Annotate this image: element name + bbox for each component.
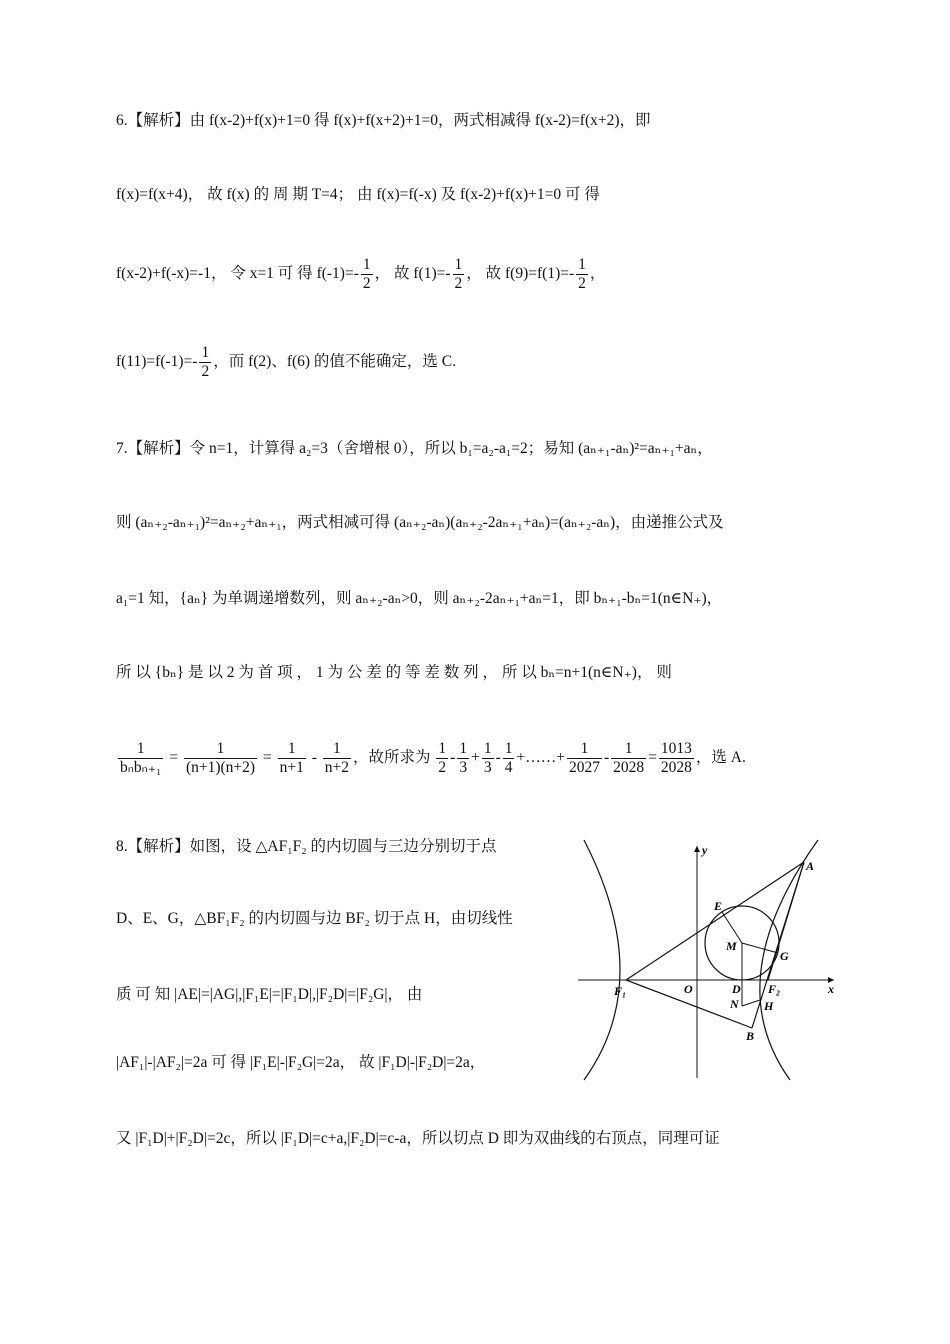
equals: = [169,749,179,767]
fraction: $\frac{1}{3}$ [459,740,468,776]
p6-l3-b: f(-1)=- [316,265,359,283]
hyperbola-left-branch [584,840,620,1080]
hyperbola-right-branch [760,840,818,1080]
label-y: y [702,843,708,857]
p6-l3-end: ， [589,265,606,283]
p6-l3-a: f(x-2)+f(-x)=-1， 令 x=1 可 得 [116,265,313,283]
hyperbola-figure [576,838,838,1082]
ellipsis: +……+ [516,749,565,767]
p6-line-4 [116,344,834,381]
p8-line-5: 又 |F₁D|+|F₂D|=2c，所以 |F₁D|=c+a,|F₂D|=c-a，所以切点 D 即为双曲线的右顶点，同理可证 [116,1130,720,1147]
p6-l3-c: ， 故 f(1)=- [374,265,451,283]
label-o: O [684,982,693,996]
label-n: N [730,997,739,1011]
p7-line-5 [116,740,834,777]
p6-l3-d: ， 故 f(9)=f(1)=- [466,265,575,283]
label-m: M [726,939,737,953]
fraction-half: $\frac{1}{2}$ [454,256,463,292]
fraction: $\frac{1}{3}$ [483,740,492,776]
label-f2: F₂ [768,982,781,996]
fraction-half: $\frac{1}{2}$ [201,344,210,380]
p6-line-1: 6.【解析】由 f(x-2)+f(x)+1=0 得 f(x)+f(x+2)+1=0，两式相减得 f(x-2)=f(x+2)，即 [116,112,651,129]
equals: = [262,749,272,767]
fraction: $\frac{1}{4}$ [504,740,513,776]
fraction-half: $\frac{1}{2}$ [578,256,586,292]
minus: - [603,749,610,767]
p7-line-2: 则 (aₙ₊₂-aₙ₊₁)²=aₙ₊₂+aₙ₊₁，两式相减可得 (aₙ₊₂-aₙ)(aₙ₊₂-2aₙ₊₁+aₙ)=(aₙ₊₂-aₙ)，由递推公式及 [116,514,724,531]
fraction: $\frac{1}{2}$ [438,740,447,776]
fraction: $\frac{1}{n+2}$ [324,740,349,776]
segment-n-h [742,1000,760,1006]
label-f1: F₁ [614,984,627,998]
fraction: $\frac{1013}{2028}$ [660,740,692,776]
p7-line-3: a₁=1 知，{aₙ} 为单调递增数列，则 aₙ₊₂-aₙ>0，则 aₙ₊₂-2aₙ₊₁+aₙ=1，即 bₙ₊₁-bₙ=1(n∈N₊)， [116,590,723,607]
label-a: A [806,859,815,873]
segment-f1-a [626,862,804,980]
minus: - [495,749,501,767]
p7-end-text: ，选 A. [695,749,746,767]
p6-l4-post: ，而 f(2)、f(6) 的值不能确定，选 C. [213,353,457,371]
hyperbola-diagram [576,838,838,1082]
p8-line-3: 质 可 知 |AE|=|AG|,|F₁E|=|F₁D|,|F₂D|=|F₂G|， 由 [116,986,423,1003]
plus: + [471,749,480,767]
radius-mg [742,943,778,953]
p7-mid-text: ，故所求为 [353,749,431,767]
p8-line-2: D、E、G，△BF₁F₂ 的内切圆与边 BF₂ 切于点 H，由切线性 [116,910,513,927]
equals: = [648,749,657,767]
p6-line-2: f(x)=f(x+4)， 故 f(x) 的 周 期 T=4； 由 f(x)=f(-x) 及 f(x-2)+f(x)+1=0 可 得 [116,186,600,203]
fraction-half: $\frac{1}{2}$ [362,256,371,292]
label-d: D [732,982,741,996]
minus: - [450,749,456,767]
fraction: $\frac{1}{2027}$ [568,740,600,776]
fraction: $\frac{1}{(n+1)(n+2)}$ [185,740,256,776]
p8-line-1: 8.【解析】如图，设 △AF₁F₂ 的内切圆与三边分别切于点 [116,838,497,855]
p7-line-4: 所 以 {bₙ} 是 以 2 为 首 项 ， 1 为 公 差 的 等 差 数 列 ， 所 以 bₙ=n+1(n∈N₊)， 则 [116,664,672,681]
label-x: x [828,982,834,996]
p8-line-4: |AF₁|-|AF₂|=2a 可 得 |F₁E|-|F₂G|=2a， 故 |F₁D|-|F₂D|=2a， [116,1054,486,1071]
fraction: $\frac{1}{n+1}$ [279,740,304,776]
p7-line-1: 7.【解析】令 n=1，计算得 a₂=3（舍增根 0），所以 b₁=a₂-a₁=2；易知 (aₙ₊₁-aₙ)²=aₙ₊₁+aₙ， [116,440,713,457]
label-e: E [714,899,723,913]
label-b: B [746,1029,755,1043]
p6-l4-pre: f(11)=f(-1)=- [116,353,198,371]
fraction: $\frac{1}{\text{bₙbₙ₊₁}}$ [120,740,162,776]
label-h: H [764,999,774,1013]
p6-line-3 [116,256,834,293]
minus: - [311,749,317,767]
label-g: G [780,949,789,963]
fraction: $\frac{1}{2028}$ [613,740,645,776]
